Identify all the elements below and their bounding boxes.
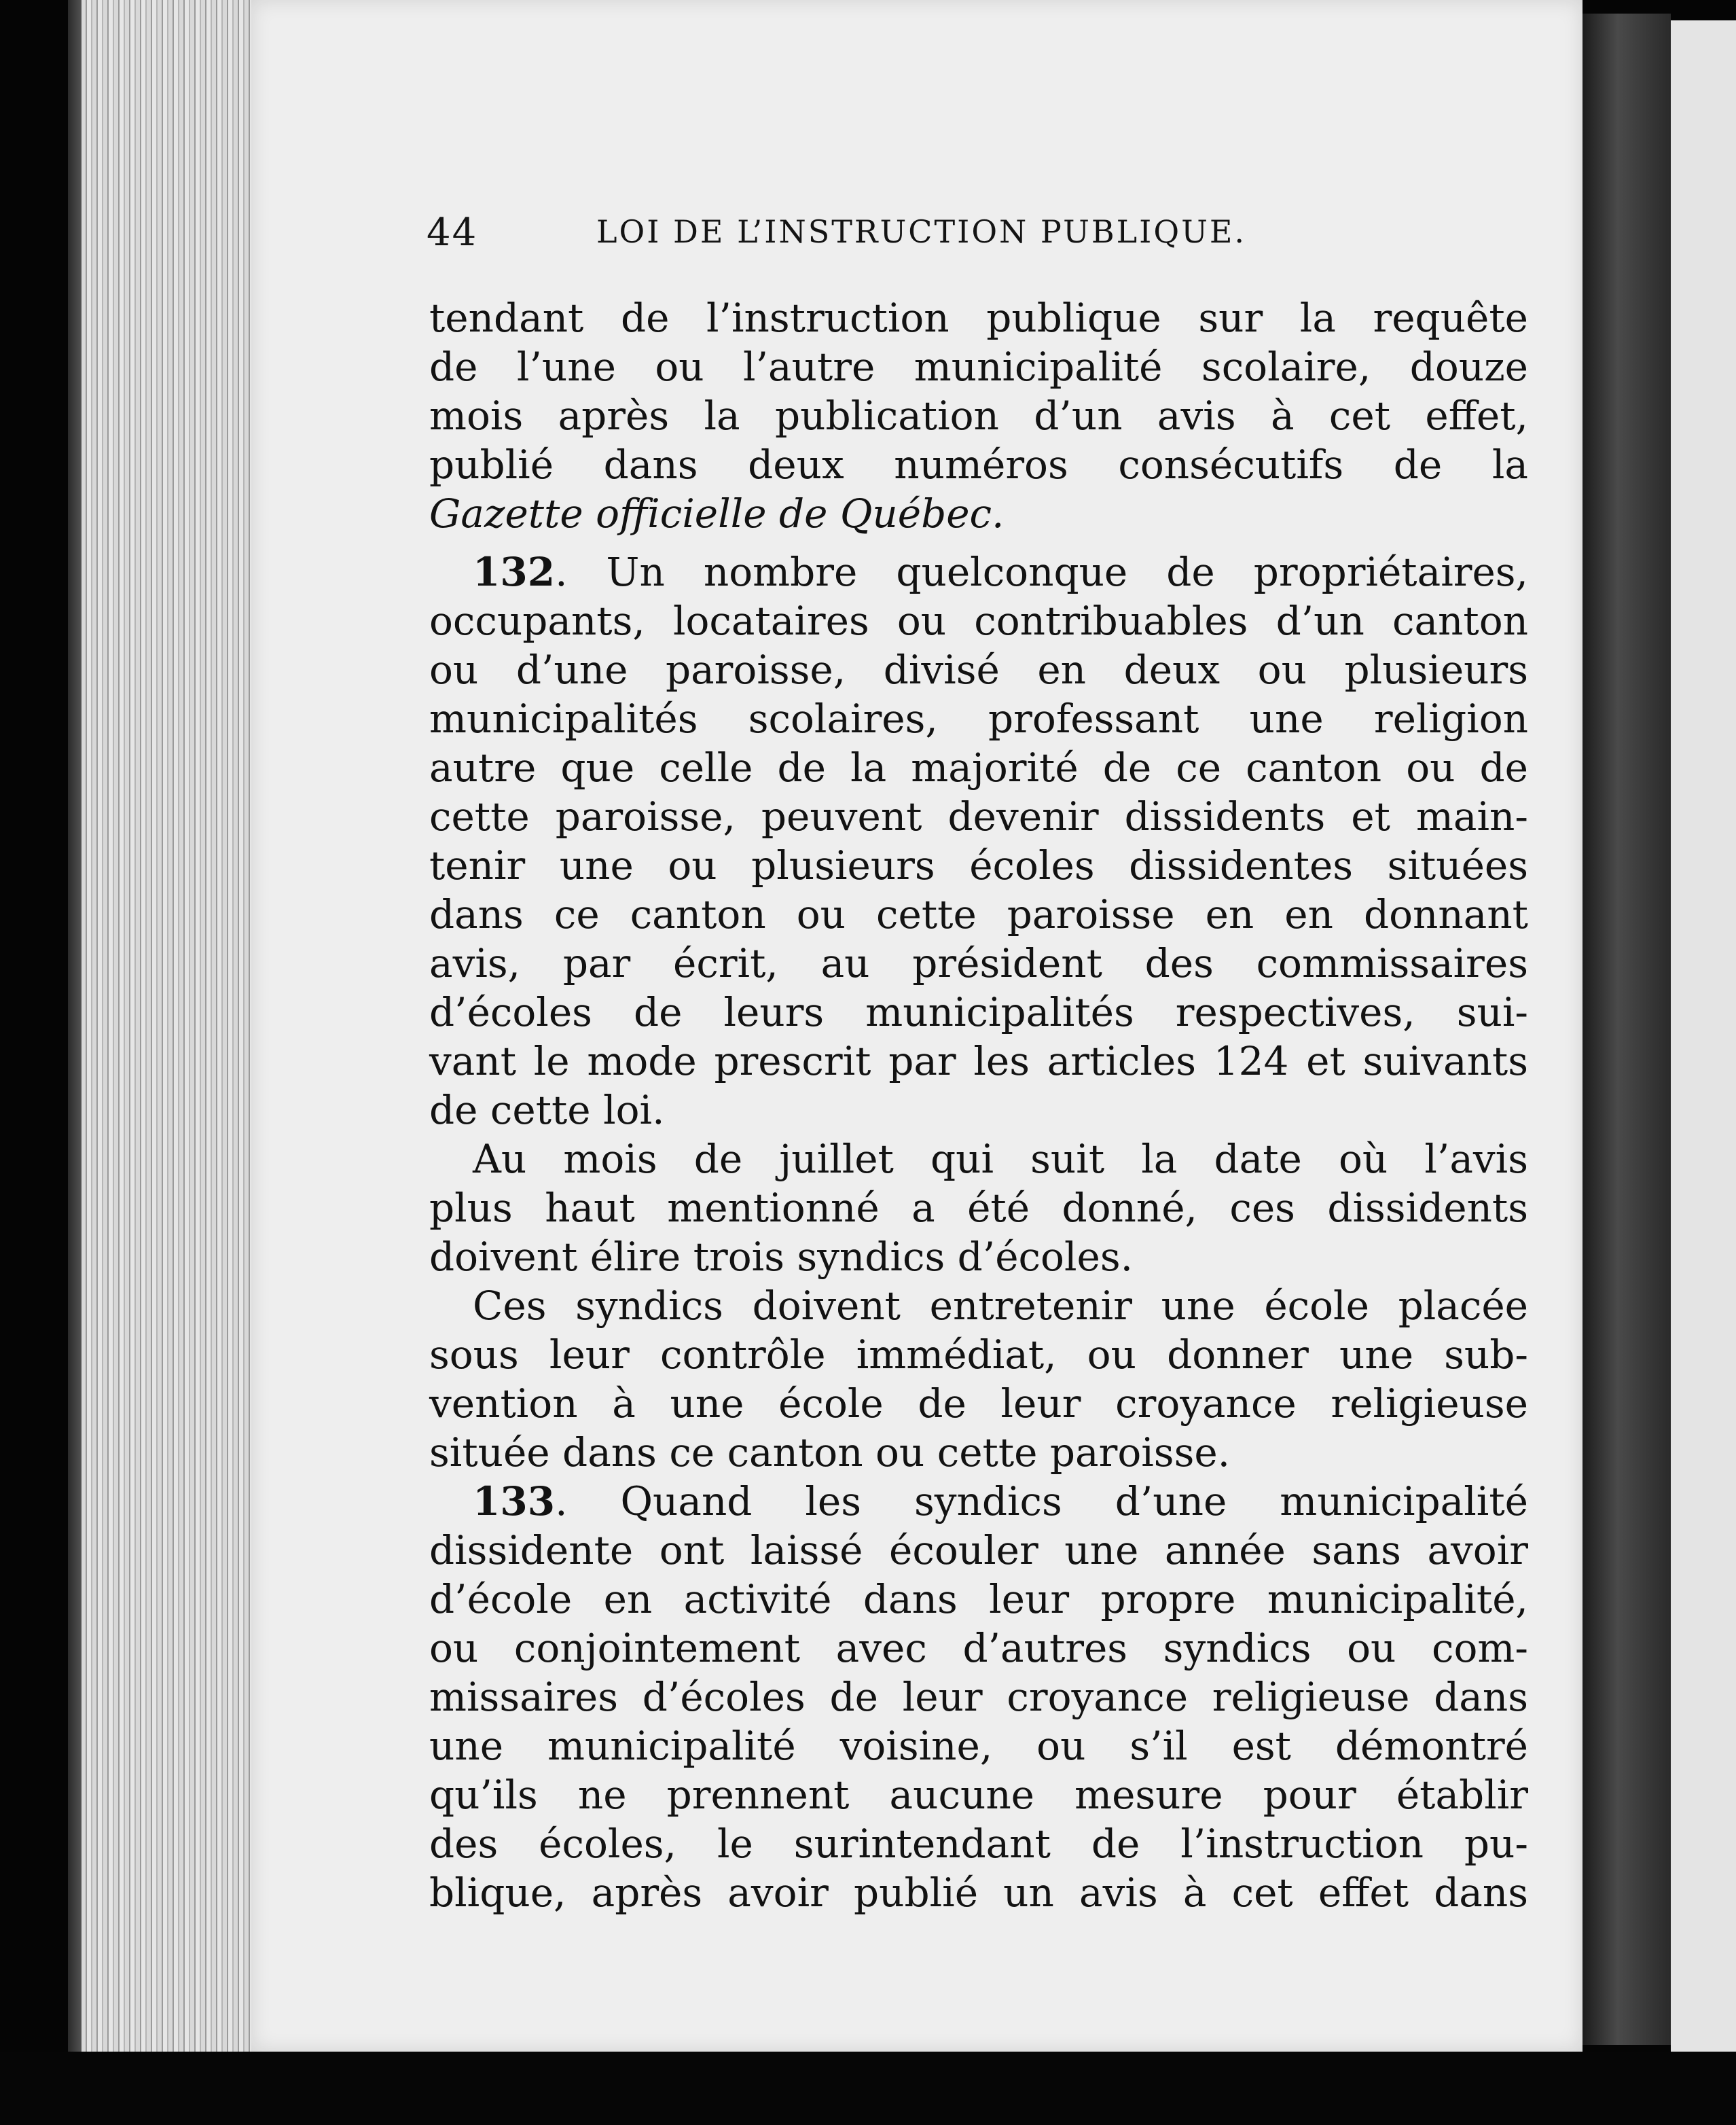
text-line: Ces syndics doivent entretenir une école placée: [473, 1283, 1528, 1329]
text-line: d’école en activité dans leur propre municipalité,: [429, 1576, 1528, 1622]
article-132-lead: . Un nombre quelconque de propriétaires,: [555, 549, 1528, 595]
running-head: [427, 211, 1337, 258]
text-line: ou conjointement avec d’autres syndics ou com-: [429, 1625, 1528, 1671]
text-line: ou d’une paroisse, divisé en deux ou plusieurs: [429, 647, 1528, 693]
article-132-first-line: [429, 548, 1528, 596]
text-line: cette paroisse, peuvent devenir dissidents et main-: [429, 793, 1528, 840]
text-line: vant le mode prescrit par les articles 124 et suivants: [429, 1038, 1528, 1084]
text-line: blique, après avoir publié un avis à cet effet dans: [429, 1870, 1528, 1916]
gazette-title: Gazette officielle de Québec.: [429, 490, 1005, 537]
text-line: municipalités scolaires, professant une religion: [429, 696, 1528, 742]
text-line: tenir une ou plusieurs écoles dissidentes situées: [429, 842, 1528, 889]
text-line: d’écoles de leurs municipalités respectives, sui-: [429, 989, 1528, 1035]
article-133-first-line: [429, 1477, 1528, 1526]
text-line: occupants, locataires ou contribuables d’un canton: [429, 598, 1528, 644]
text-line: qu’ils ne prennent aucune mesure pour établir: [429, 1772, 1528, 1818]
running-head-title: LOI DE L’INSTRUCTION PUBLIQUE.: [596, 213, 1247, 250]
text-line: située dans ce canton ou cette paroisse.: [429, 1429, 1231, 1476]
text-line: sous leur contrôle immédiat, ou donner une sub-: [429, 1332, 1528, 1378]
text-line: mois après la publication d’un avis à cet effet,: [429, 393, 1528, 439]
facing-page-edge: [1671, 20, 1736, 2052]
page-number: 44: [427, 211, 478, 255]
text-line: vention à une école de leur croyance religieuse: [429, 1380, 1528, 1427]
book-binding: [1583, 14, 1671, 2045]
text-line: plus haut mentionné a été donné, ces dissidents: [429, 1185, 1528, 1231]
text-line: Au mois de juillet qui suit la date où l’avis: [473, 1136, 1528, 1182]
text-line: de cette loi.: [429, 1087, 665, 1133]
article-number-133: 133: [473, 1478, 556, 1524]
text-line: de l’une ou l’autre municipalité scolaire, douze: [429, 344, 1528, 390]
text-line: des écoles, le surintendant de l’instruction pu-: [429, 1821, 1528, 1867]
text-line: une municipalité voisine, ou s’il est démontré: [429, 1723, 1528, 1769]
text-line: dissidente ont laissé écouler une année sans avoir: [429, 1527, 1528, 1573]
article-133-lead: . Quand les syndics d’une municipalité: [555, 1478, 1528, 1524]
article-number-132: 132: [473, 549, 556, 595]
body-text: [429, 293, 1528, 1917]
stacked-page-edges: [82, 0, 265, 2065]
text-line: missaires d’écoles de leur croyance religieuse dans: [429, 1674, 1528, 1720]
text-line: doivent élire trois syndics d’écoles.: [429, 1234, 1134, 1280]
text-line: dans ce canton ou cette paroisse en en donnant: [429, 891, 1528, 938]
scan-background: [0, 2052, 1736, 2125]
text-line: autre que celle de la majorité de ce canton ou de: [429, 745, 1528, 791]
text-line: publié dans deux numéros consécutifs de la: [429, 442, 1528, 488]
text-line: avis, par écrit, au président des commissaires: [429, 940, 1528, 986]
text-line: tendant de l’instruction publique sur la requête: [429, 295, 1528, 341]
